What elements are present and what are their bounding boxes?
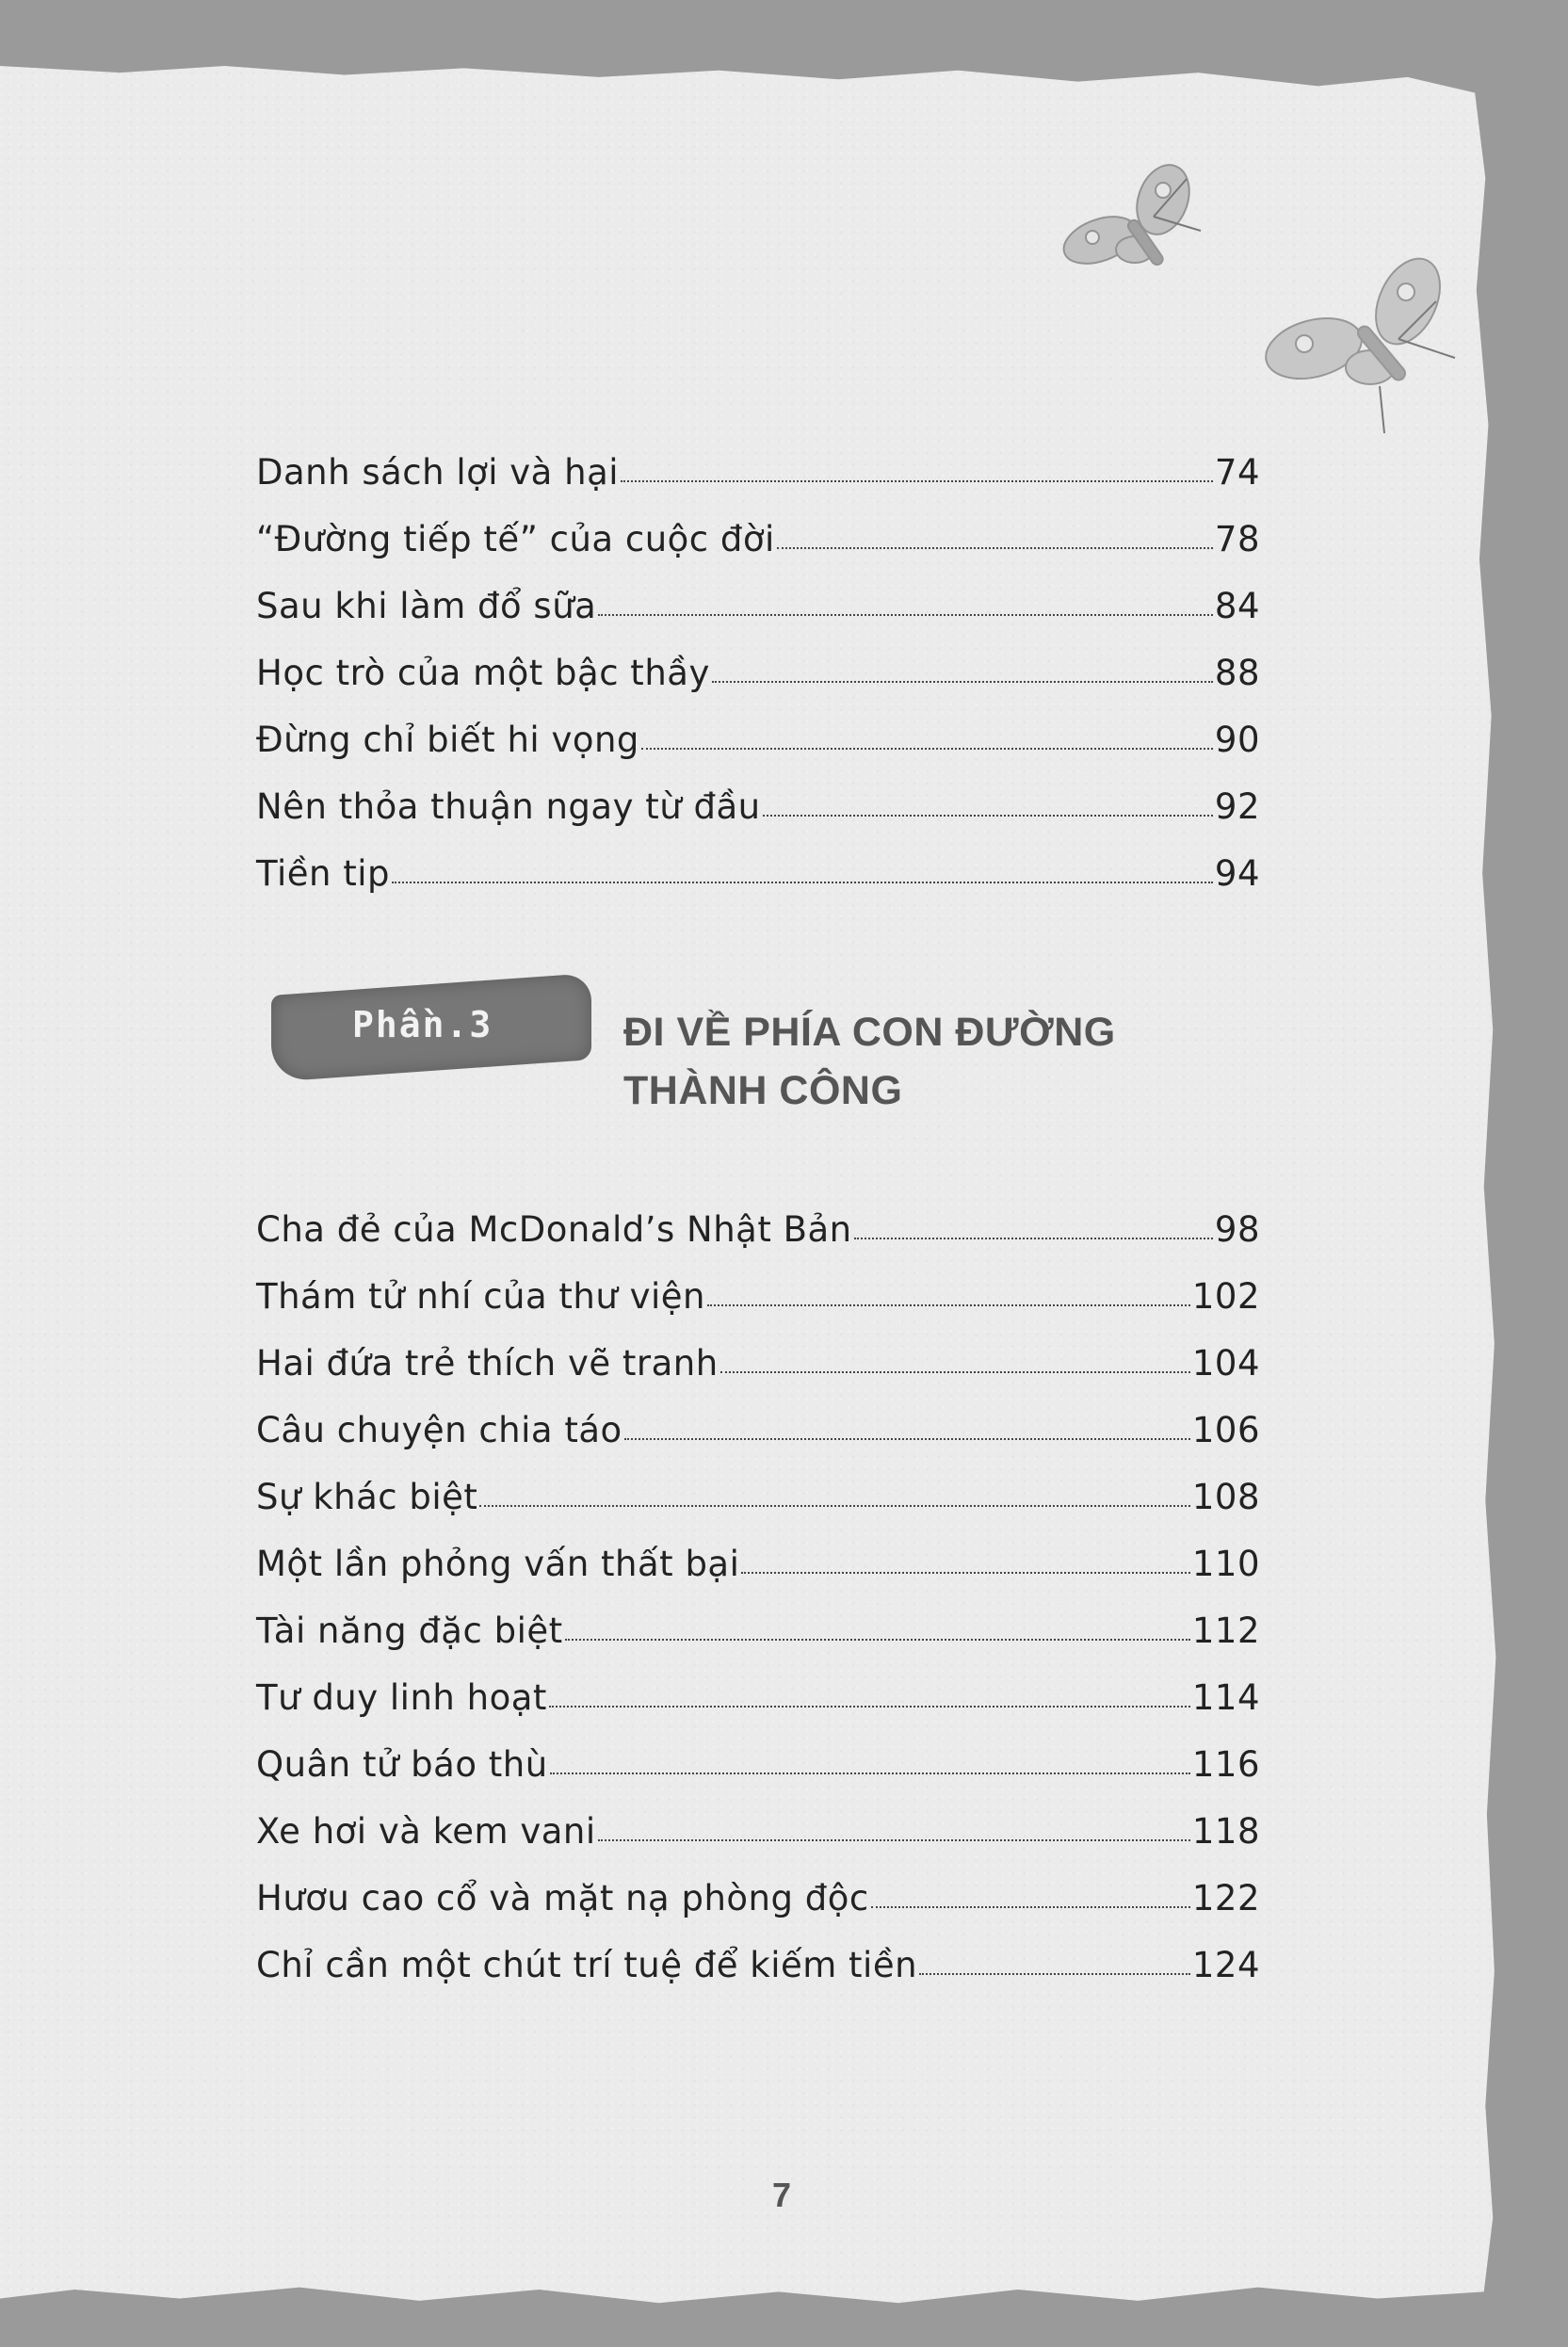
- dot-leader: [641, 747, 1213, 750]
- toc-entry-title: Cha đẻ của McDonald’s Nhật Bản: [256, 1209, 852, 1250]
- section-title: [623, 1003, 1116, 1120]
- toc-entry[interactable]: [256, 777, 1260, 827]
- toc-entry[interactable]: [256, 1334, 1260, 1384]
- toc-entry-page: 102: [1191, 1276, 1260, 1317]
- toc-entry[interactable]: [256, 844, 1260, 894]
- toc-entry-title: Nên thỏa thuận ngay từ đầu: [256, 786, 761, 827]
- dot-leader: [621, 479, 1213, 482]
- page-number: 7: [771, 2176, 792, 2214]
- toc-entry[interactable]: [256, 1668, 1260, 1718]
- toc-entry[interactable]: [256, 1601, 1260, 1651]
- dot-leader: [854, 1237, 1213, 1239]
- dot-leader: [549, 1705, 1190, 1708]
- toc-entry-page: 110: [1191, 1544, 1260, 1584]
- dot-leader: [720, 1370, 1190, 1373]
- dot-leader: [871, 1905, 1190, 1908]
- toc-entry-title: Một lần phỏng vấn thất bại: [256, 1544, 740, 1584]
- toc-entry-page: 74: [1214, 452, 1260, 493]
- toc-entry[interactable]: [256, 576, 1260, 626]
- dot-leader: [550, 1772, 1190, 1774]
- toc-entry-page: 98: [1214, 1209, 1260, 1250]
- toc-entry-title: Hai đứa trẻ thích vẽ tranh: [256, 1343, 719, 1384]
- toc-entry-page: 106: [1191, 1410, 1260, 1450]
- dot-leader: [777, 546, 1213, 549]
- toc-entry-page: 90: [1214, 720, 1260, 760]
- toc-entry-page: 118: [1191, 1811, 1260, 1852]
- toc-entry[interactable]: [256, 510, 1260, 557]
- toc-entry[interactable]: [256, 1735, 1260, 1785]
- toc-entry-page: 114: [1191, 1677, 1260, 1718]
- toc-entry[interactable]: [256, 710, 1260, 760]
- toc-entry-title: Câu chuyện chia táo: [256, 1410, 622, 1450]
- toc-entry-page: 92: [1214, 786, 1260, 827]
- toc-entry-title: Quân tử báo thù: [256, 1744, 548, 1785]
- toc-entry-title: Tư duy linh hoạt: [256, 1677, 547, 1718]
- toc-entry[interactable]: [256, 643, 1260, 693]
- dot-leader: [624, 1437, 1190, 1440]
- section-title-line2: THÀNH CÔNG: [623, 1068, 903, 1113]
- toc-entry-title: “Đường tiếp tế” của cuộc đời: [256, 519, 775, 559]
- toc-entry-page: 122: [1191, 1878, 1260, 1918]
- toc-entry-page: 116: [1191, 1744, 1260, 1785]
- toc-entry-title: Hươu cao cổ và mặt nạ phòng độc: [256, 1878, 869, 1918]
- toc-entry-title: Xe hơi và kem vani: [256, 1811, 596, 1852]
- dot-leader: [598, 613, 1213, 616]
- toc-entry[interactable]: [256, 1802, 1260, 1852]
- toc-entry-title: Danh sách lợi và hại: [256, 452, 620, 493]
- dot-leader: [479, 1504, 1189, 1507]
- toc-entry-page: 124: [1191, 1945, 1260, 1985]
- toc-entry-page: 84: [1214, 586, 1260, 626]
- dot-leader: [919, 1972, 1190, 1975]
- toc-entry-page: 112: [1191, 1611, 1260, 1651]
- toc-entry-title: Học trò của một bậc thầy: [256, 653, 710, 693]
- toc-entry[interactable]: [256, 1869, 1260, 1916]
- toc-entry-title: Chỉ cần một chút trí tuệ để kiếm tiền: [256, 1945, 918, 1985]
- toc-entry-page: 108: [1191, 1477, 1260, 1517]
- toc-entry-title: Tài năng đặc biệt: [256, 1611, 563, 1651]
- toc-entry[interactable]: [256, 1935, 1260, 1983]
- butterfly-icon: [1045, 151, 1224, 320]
- toc-entry-title: Thám tử nhí của thư viện: [256, 1276, 705, 1317]
- toc-entry-page: 94: [1214, 853, 1260, 894]
- dot-leader: [392, 881, 1213, 883]
- toc-entry[interactable]: [256, 1467, 1260, 1517]
- toc-entry-page: 104: [1191, 1343, 1260, 1384]
- section-title-line1: ĐI VỀ PHÍA CON ĐƯỜNG: [623, 1010, 1116, 1055]
- dot-leader: [712, 680, 1213, 683]
- toc-entry-page: 88: [1214, 653, 1260, 693]
- toc-entry-title: Sau khi làm đổ sữa: [256, 586, 597, 626]
- section-label: Phần.3: [352, 1004, 493, 1045]
- toc-entry[interactable]: [256, 1534, 1260, 1584]
- toc-entry[interactable]: [256, 443, 1260, 493]
- toc-entry[interactable]: [256, 1400, 1260, 1448]
- toc-entry-title: Đừng chỉ biết hi vọng: [256, 720, 639, 760]
- toc-entry[interactable]: [256, 1200, 1260, 1250]
- dot-leader: [707, 1303, 1190, 1306]
- toc-entry-title: Sự khác biệt: [256, 1477, 478, 1517]
- dot-leader: [763, 814, 1213, 817]
- butterfly-icon: [1248, 245, 1474, 461]
- dot-leader: [565, 1638, 1190, 1641]
- toc-entry-title: Tiền tip: [256, 853, 390, 894]
- toc-entry-page: 78: [1214, 519, 1260, 559]
- dot-leader: [741, 1571, 1189, 1574]
- toc-entry[interactable]: [256, 1267, 1260, 1317]
- dot-leader: [598, 1838, 1190, 1841]
